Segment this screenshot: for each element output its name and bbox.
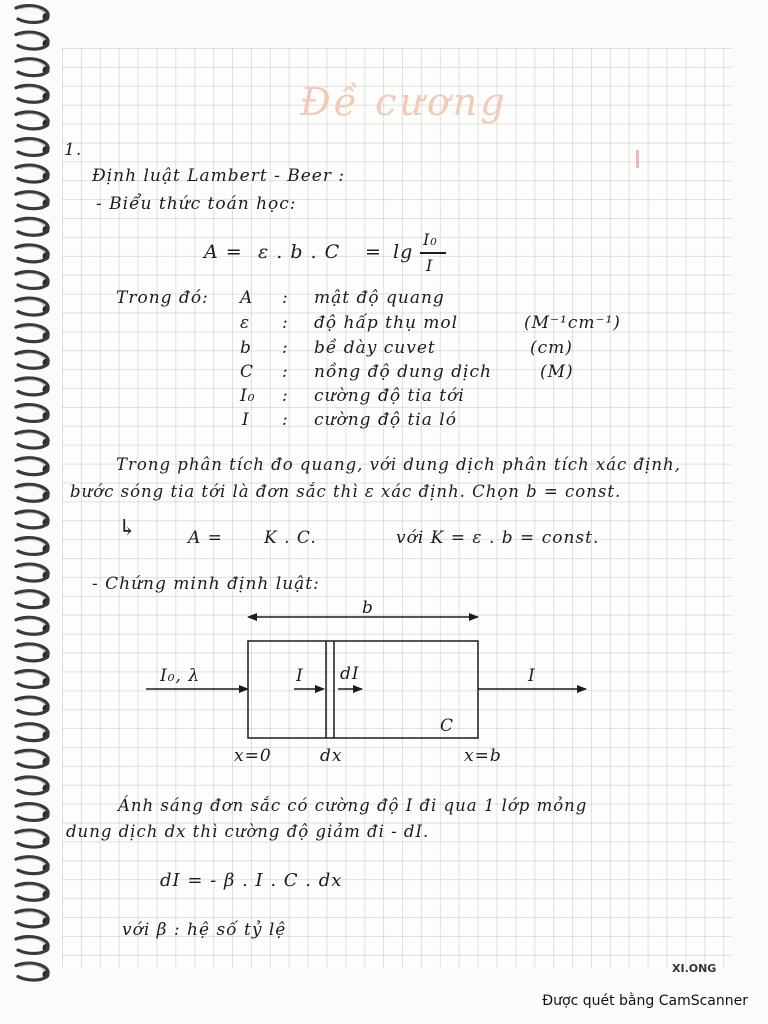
page-title: Đề cương — [300, 80, 508, 124]
formula-product: ε . b . C — [258, 241, 341, 263]
notebook-brand: XI.ONG — [672, 962, 717, 975]
def-colon: : — [282, 288, 289, 308]
formula-lhs: A = — [204, 241, 243, 263]
def-colon: : — [282, 362, 289, 382]
def-desc: nồng độ dung dịch — [314, 362, 492, 382]
paragraph-1-line-2: bước sóng tia tới là đơn sắc thì ε xác định. Chọn b = const. — [70, 482, 622, 501]
diagram-label-di: dI — [340, 664, 360, 684]
def-unit: (cm) — [530, 338, 573, 358]
def-colon: : — [282, 386, 289, 406]
formula-numerator: I₀ — [423, 230, 438, 249]
def-desc: mật độ quang — [314, 288, 445, 308]
def-desc: bề dày cuvet — [314, 338, 436, 358]
turn-arrow-icon: ↳ — [118, 516, 138, 541]
def-symbol: I — [242, 410, 250, 430]
camscanner-watermark: Được quét bằng CamScanner — [542, 993, 748, 1009]
formula-lg: lg — [393, 241, 414, 263]
diagram-label-i-out: I — [528, 666, 536, 686]
formula-equals: = — [365, 241, 382, 263]
heading-lambert-beer: Định luật Lambert - Beer : — [92, 166, 346, 186]
paragraph-1-line-1: Trong phân tích đo quang, với dung dịch phân tích xác định, — [116, 455, 681, 474]
def-colon: : — [282, 338, 289, 358]
simplified-kc: K . C. — [264, 528, 317, 548]
def-desc: cường độ tia tới — [314, 386, 465, 406]
proof-heading: - Chứng minh định luật: — [92, 574, 320, 594]
paragraph-2-line-2: dung dịch dx thì cường độ giảm đi - dI. — [66, 822, 430, 841]
def-symbol: C — [240, 362, 255, 382]
def-colon: : — [282, 313, 289, 333]
diagram-label-i: I — [296, 666, 304, 686]
diagram-label-b: b — [362, 598, 374, 618]
def-symbol: I₀ — [240, 386, 256, 406]
differential-equation: dI = - β . I . C . dx — [160, 870, 343, 891]
def-unit: (M⁻¹cm⁻¹) — [524, 313, 621, 333]
def-symbol: b — [240, 338, 252, 358]
simplified-k-def: với K = ε . b = const. — [396, 528, 600, 548]
diagram-label-i0: I₀, λ — [160, 666, 201, 686]
diagram-label-x0: x=0 — [234, 746, 272, 766]
def-symbol: ε — [240, 313, 251, 333]
def-desc: độ hấp thụ mol — [314, 313, 459, 333]
formula-denominator: I — [426, 256, 434, 275]
def-colon: : — [282, 410, 289, 430]
diagram-label-dx: dx — [320, 746, 343, 766]
def-unit: (M) — [540, 362, 574, 382]
diagram-label-xb: x=b — [464, 746, 502, 766]
diagram-label-c: C — [440, 716, 455, 736]
trong-do-label: Trong đó: — [116, 288, 209, 308]
beta-definition: với β : hệ số tỷ lệ — [122, 920, 287, 940]
simplified-lhs: A = — [188, 528, 223, 548]
def-symbol: A — [240, 288, 254, 308]
subheading-math: - Biểu thức toán học: — [96, 194, 297, 214]
def-desc: cường độ tia ló — [314, 410, 457, 430]
paragraph-2-line-1: Ánh sáng đơn sắc có cường độ I đi qua 1 lớp mỏng — [118, 796, 588, 815]
section-number: 1. — [64, 140, 83, 160]
